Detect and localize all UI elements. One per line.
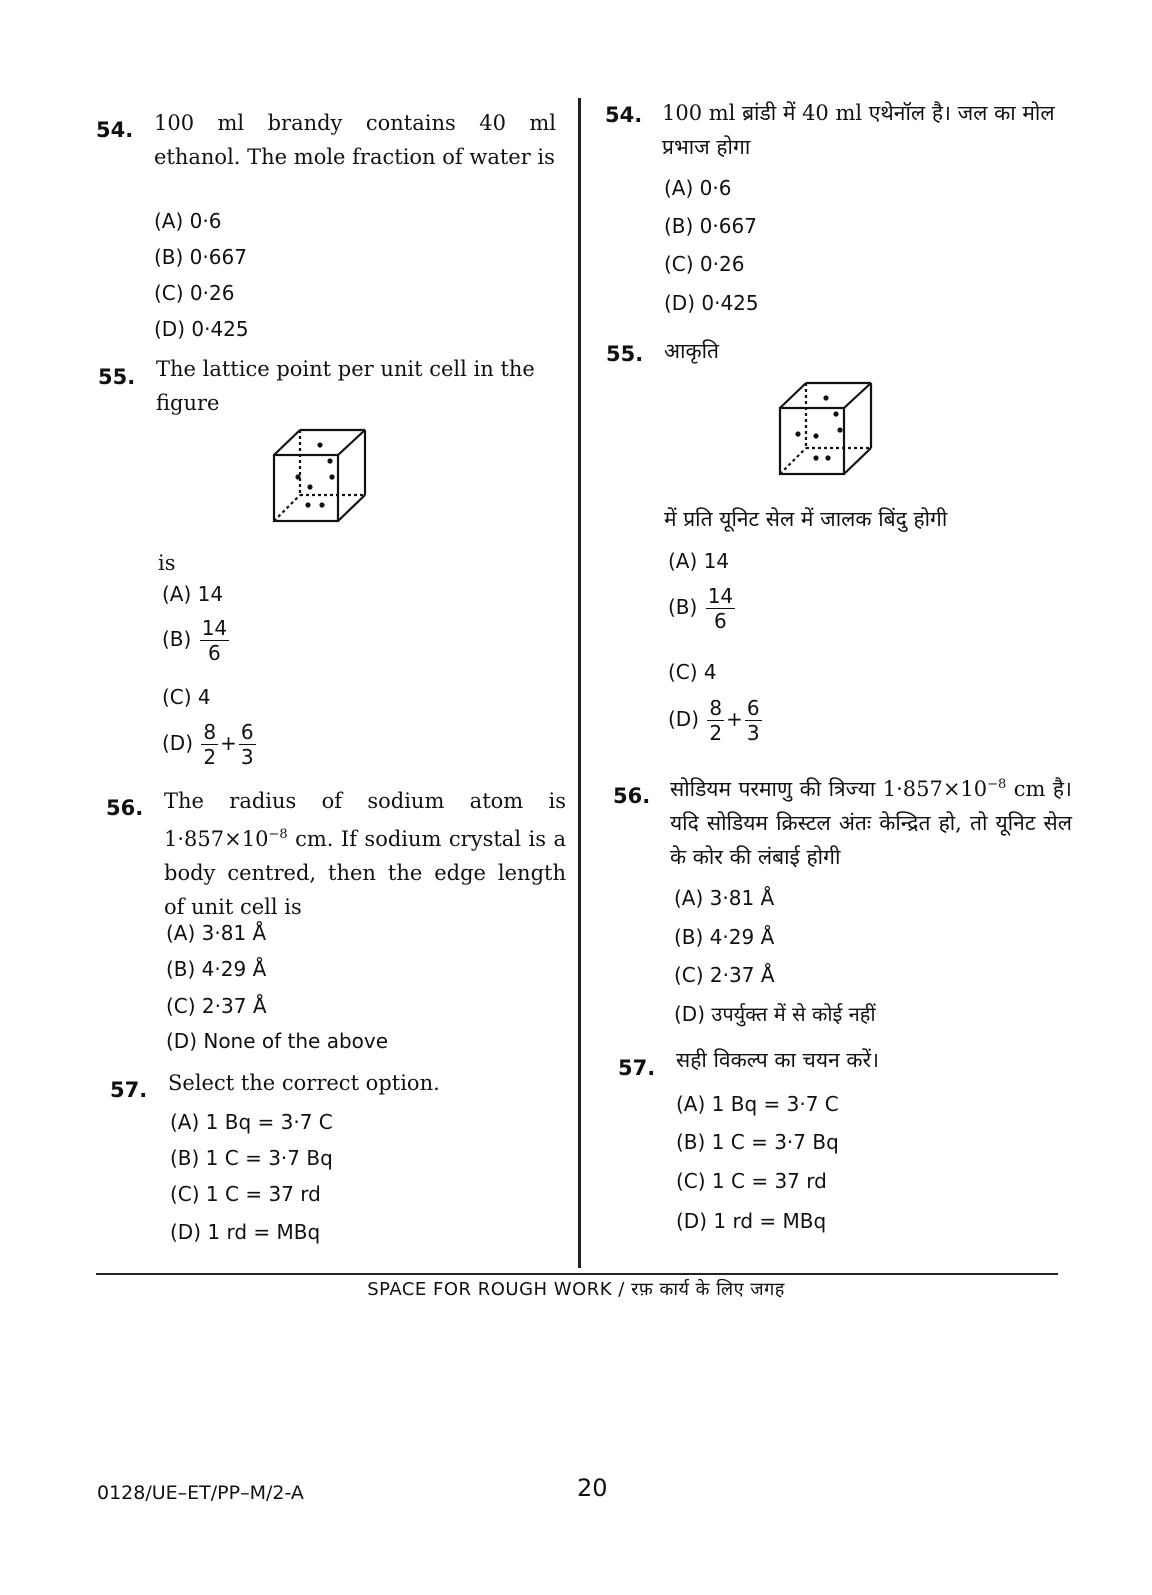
fraction-14-6-hi: [706, 584, 735, 633]
option-54-b-hi: (B) 0·667: [664, 214, 757, 238]
footer-rule: [96, 1273, 1058, 1275]
option-57-b: (B) 1 C = 3·7 Bq: [170, 1146, 333, 1170]
option-55-b-label: (B): [162, 627, 192, 651]
fraction-denominator: 6: [714, 609, 727, 633]
question-number-57: 57.: [110, 1078, 148, 1102]
option-54-b: (B) 0·667: [154, 245, 247, 269]
lattice-cube-figure: [270, 425, 370, 525]
paper-code: 0128/UE–ET/PP–M/2-A: [97, 1482, 304, 1504]
question-text-56-hi-part2: cm है। यदि सोडियम क्रिस्टल अंतः केन्द्रित हो, तो यूनिट सेल के कोर की लंबाई होगी: [670, 777, 1072, 869]
fraction-numerator: 14: [201, 616, 228, 640]
option-55-d-label: (D): [162, 731, 194, 755]
question-text-57: Select the correct option.: [168, 1071, 440, 1095]
option-57-a-hi: (A) 1 Bq = 3·7 C: [676, 1092, 839, 1116]
fraction-6-3: [239, 720, 256, 769]
fraction-denominator: 3: [240, 745, 254, 769]
option-54-a-hi: (A) 0·6: [664, 176, 732, 200]
option-55-a-hi: (A) 14: [668, 549, 730, 573]
option-55-a: (A) 14: [162, 582, 224, 606]
option-57-b-hi: (B) 1 C = 3·7 Bq: [676, 1130, 839, 1154]
fraction-denominator: 3: [746, 721, 760, 745]
question-number-54: 54.: [96, 118, 134, 142]
fraction-denominator: 6: [208, 641, 221, 665]
option-54-d-hi: (D) 0·425: [664, 291, 759, 315]
question-text-57-hi: सही विकल्प का चयन करें।: [676, 1048, 880, 1072]
fraction-denominator: 2: [203, 745, 217, 769]
option-56-a: (A) 3·81 Å: [166, 921, 267, 945]
option-55-d-label-hi: (D): [668, 707, 700, 731]
question-tail-55-hi: में प्रति यूनिट सेल में जालक बिंदु होगी: [664, 507, 948, 531]
option-55-b-label-hi: (B): [668, 595, 698, 619]
question-text-56-part1: The radius of sodium atom is 1·857×10: [164, 789, 566, 851]
question-text-55-hi: आकृति: [664, 339, 719, 363]
question-text-55: The lattice point per unit cell in the figure: [156, 357, 535, 415]
fraction-6-3-hi: [745, 696, 762, 745]
rough-work-label: SPACE FOR ROUGH WORK / रफ़ कार्य के लिए जगह: [367, 1279, 785, 1300]
question-text-56: [164, 784, 566, 924]
option-56-d: (D) None of the above: [166, 1029, 389, 1053]
option-57-d-hi: (D) 1 rd = MBq: [676, 1209, 827, 1233]
plus-sign: +: [726, 707, 743, 731]
option-57-d: (D) 1 rd = MBq: [170, 1220, 321, 1244]
question-text-56-hi: [670, 768, 1072, 874]
fraction-8-2: [201, 720, 218, 769]
question-text-54: 100 ml brandy contains 40 ml ethanol. The mole fraction of water is: [154, 111, 556, 169]
fraction-numerator: 6: [746, 696, 760, 720]
option-57-c: (C) 1 C = 37 rd: [170, 1182, 321, 1206]
question-text-54-hi: 100 ml ब्रांडी में 40 ml एथेनॉल है। जल का मोल प्रभाज होगा: [662, 101, 1055, 159]
question-number-56: 56.: [106, 796, 144, 820]
page-number: 20: [577, 1474, 608, 1502]
fraction-denominator: 2: [709, 721, 723, 745]
question-number-56-hi: 56.: [613, 784, 651, 808]
plus-sign: +: [220, 731, 237, 755]
fraction-numerator: 6: [240, 720, 254, 744]
option-56-c: (C) 2·37 Å: [166, 994, 267, 1018]
option-54-c-hi: (C) 0·26: [664, 252, 745, 276]
exponent: −8: [268, 827, 288, 842]
lattice-cube-figure-hi: [776, 378, 876, 478]
question-number-54-hi: 54.: [605, 103, 643, 127]
option-57-a: (A) 1 Bq = 3·7 C: [170, 1110, 333, 1134]
question-number-55-hi: 55.: [606, 342, 644, 366]
fraction-14-6: [200, 616, 229, 665]
question-number-55: 55.: [98, 365, 136, 389]
option-54-a: (A) 0·6: [154, 209, 222, 233]
option-57-c-hi: (C) 1 C = 37 rd: [676, 1169, 827, 1193]
fraction-numerator: 14: [707, 584, 734, 608]
option-56-b: (B) 4·29 Å: [166, 957, 267, 981]
column-divider: [578, 98, 581, 1268]
question-text-56-hi-part1: सोडियम परमाणु की त्रिज्या 1·857×10: [670, 777, 988, 801]
option-56-c-hi: (C) 2·37 Å: [674, 963, 775, 987]
option-56-a-hi: (A) 3·81 Å: [674, 886, 775, 910]
question-tail-55: is: [158, 551, 176, 575]
option-55-d-hi: [668, 696, 764, 745]
question-text-56-part2: cm. If sodium crystal is a body centred, then the edge length of unit cell is: [164, 827, 566, 919]
option-54-d: (D) 0·425: [154, 317, 249, 341]
fraction-numerator: 8: [709, 696, 723, 720]
fraction-numerator: 8: [203, 720, 217, 744]
fraction-8-2-hi: [707, 696, 724, 745]
option-55-d: [162, 720, 258, 769]
option-55-c: (C) 4: [162, 685, 211, 709]
option-55-b: [162, 616, 231, 665]
option-56-b-hi: (B) 4·29 Å: [674, 925, 775, 949]
option-54-c: (C) 0·26: [154, 281, 235, 305]
option-55-b-hi: [668, 584, 737, 633]
option-56-d-hi: (D) उपर्युक्त में से कोई नहीं: [674, 1002, 876, 1026]
question-number-57-hi: 57.: [618, 1056, 656, 1080]
option-55-c-hi: (C) 4: [668, 660, 717, 684]
exponent: −8: [987, 777, 1007, 792]
